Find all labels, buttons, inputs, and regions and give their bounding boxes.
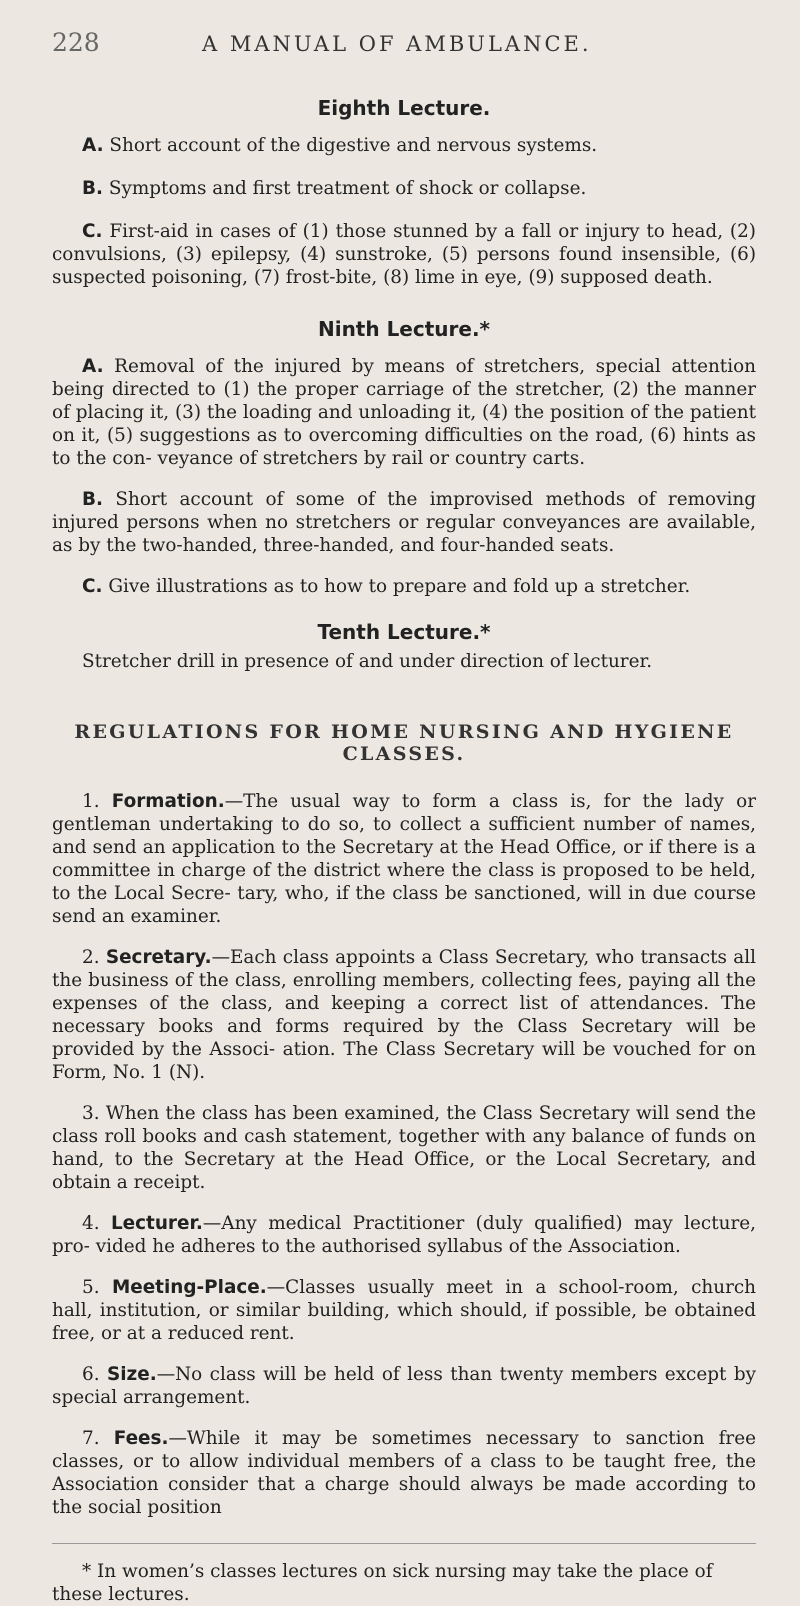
- page-number: 228: [52, 28, 100, 57]
- rule-6: [52, 1363, 756, 1409]
- rule-text: —While it may be sometimes necessary to sanction free classes, or to allow individual members of a class to be taught free, the Association consider that a charge should always be made according to the social position: [52, 1428, 756, 1518]
- rule-7: [52, 1427, 756, 1519]
- tenth-lecture-heading: Tenth Lecture.*: [317, 620, 491, 644]
- item-text: Symptoms and first treatment of shock or collapse.: [103, 178, 587, 199]
- item-letter: C.: [82, 576, 103, 597]
- rule-text: —Each class appoints a Class Secretary, who transacts all the business of the class, enrolling members, collecting fees, paying all the expenses of the class, and keeping a correct list of attendances. The necessary books and forms required by the Class Secretary will be provided by the Associ- ation. The Class Secretary will be vouched for on Form, No. 1 (N).: [52, 947, 756, 1083]
- rule-text: —Classes usually meet in a school-room, church hall, institution, or similar building, which should, if possible, be obtained free, or at a reduced rent.: [52, 1277, 756, 1344]
- running-head: [52, 28, 756, 68]
- item-letter: B.: [82, 489, 104, 510]
- footnote-divider: [52, 1543, 756, 1544]
- item-text: First-aid in cases of (1) those stunned by a fall or injury to head, (2) convulsions, (3) epilepsy, (4) sunstroke, (5) persons found insensible, (6) suspected poisoning, (7) frost-bite, (8) lime in eye, (9) supposed death.: [52, 221, 756, 288]
- ninth-lecture-heading: Ninth Lecture.*: [317, 317, 491, 341]
- rule-number: 4.: [82, 1213, 111, 1234]
- rule-5: [52, 1276, 756, 1345]
- eighth-item-b: [52, 177, 756, 200]
- rule-number: 3.: [82, 1103, 106, 1124]
- regulations-heading: REGULATIONS FOR HOME NURSING AND HYGIENE CLASSES.: [74, 721, 734, 765]
- item-text: Short account of some of the improvised methods of removing injured persons when no stretchers or regular conveyances are available, as by the two-handed, three-handed, and four-handed seats.: [52, 489, 756, 556]
- eighth-item-c: [52, 220, 756, 289]
- rule-number: 5.: [82, 1277, 112, 1298]
- rule-number: 6.: [82, 1364, 107, 1385]
- ninth-item-c: [52, 575, 756, 598]
- rule-title: Meeting-Place.: [111, 1277, 267, 1298]
- footnote: * In women’s classes lectures on sick nursing may take the place of these lectures.: [52, 1561, 713, 1605]
- tenth-text: Stretcher drill in presence of and under direction of lecturer.: [82, 651, 653, 672]
- rule-number: 2.: [82, 947, 106, 968]
- rule-3: [52, 1102, 756, 1194]
- item-letter: C.: [82, 221, 103, 242]
- rule-1: [52, 790, 756, 928]
- rule-4: [52, 1212, 756, 1258]
- rule-number: 1.: [82, 791, 112, 812]
- ninth-item-b: [52, 488, 756, 557]
- item-text: Give illustrations as to how to prepare and fold up a stretcher.: [102, 576, 691, 597]
- rule-title: Lecturer.: [110, 1213, 203, 1234]
- eighth-lecture-heading: Eighth Lecture.: [317, 96, 491, 120]
- rule-number: 7.: [82, 1428, 114, 1449]
- rule-title: Formation.: [111, 791, 225, 812]
- rule-title: Size.: [106, 1364, 157, 1385]
- rule-text: When the class has been examined, the Class Secretary will send the class roll books and cash statement, together with any balance of funds on hand, to the Secretary at the Head Office, or the Local Secretary, and obtain a receipt.: [52, 1103, 756, 1193]
- item-letter: A.: [82, 356, 104, 377]
- rule-title: Secretary.: [105, 947, 212, 968]
- ninth-item-a: [52, 355, 756, 470]
- book-title: A MANUAL OF AMBULANCE.: [202, 32, 592, 56]
- item-text: Removal of the injured by means of stretchers, special attention being directed to (1) the proper carriage of the stretcher, (2) the manner of placing it, (3) the loading and unloading it, (4) the position of the patient on it, (5) suggestions as to overcoming difficulties on the road, (6) hints as to the con- veyance of stretchers by rail or country carts.: [52, 356, 756, 469]
- rule-text: —The usual way to form a class is, for the lady or gentleman undertaking to do so, to collect a sufficient number of names, and send an application to the Secretary at the Head Office, or if there is a committee in charge of the district where the class is proposed to be held, to the Local Secre- tary, who, if the class be sanctioned, will in due course send an examiner.: [52, 791, 756, 927]
- item-letter: B.: [82, 178, 104, 199]
- rule-text: —Any medical Practitioner (duly qualified) may lecture, pro- vided he adheres to the authorised syllabus of the Association.: [52, 1213, 756, 1257]
- item-letter: A.: [82, 135, 104, 156]
- item-text: Short account of the digestive and nervous systems.: [103, 135, 598, 156]
- rule-text: —No class will be held of less than twenty members except by special arrangement.: [52, 1364, 756, 1408]
- eighth-item-a: [52, 134, 756, 157]
- rule-title: Fees.: [113, 1428, 169, 1449]
- rule-2: [52, 946, 756, 1084]
